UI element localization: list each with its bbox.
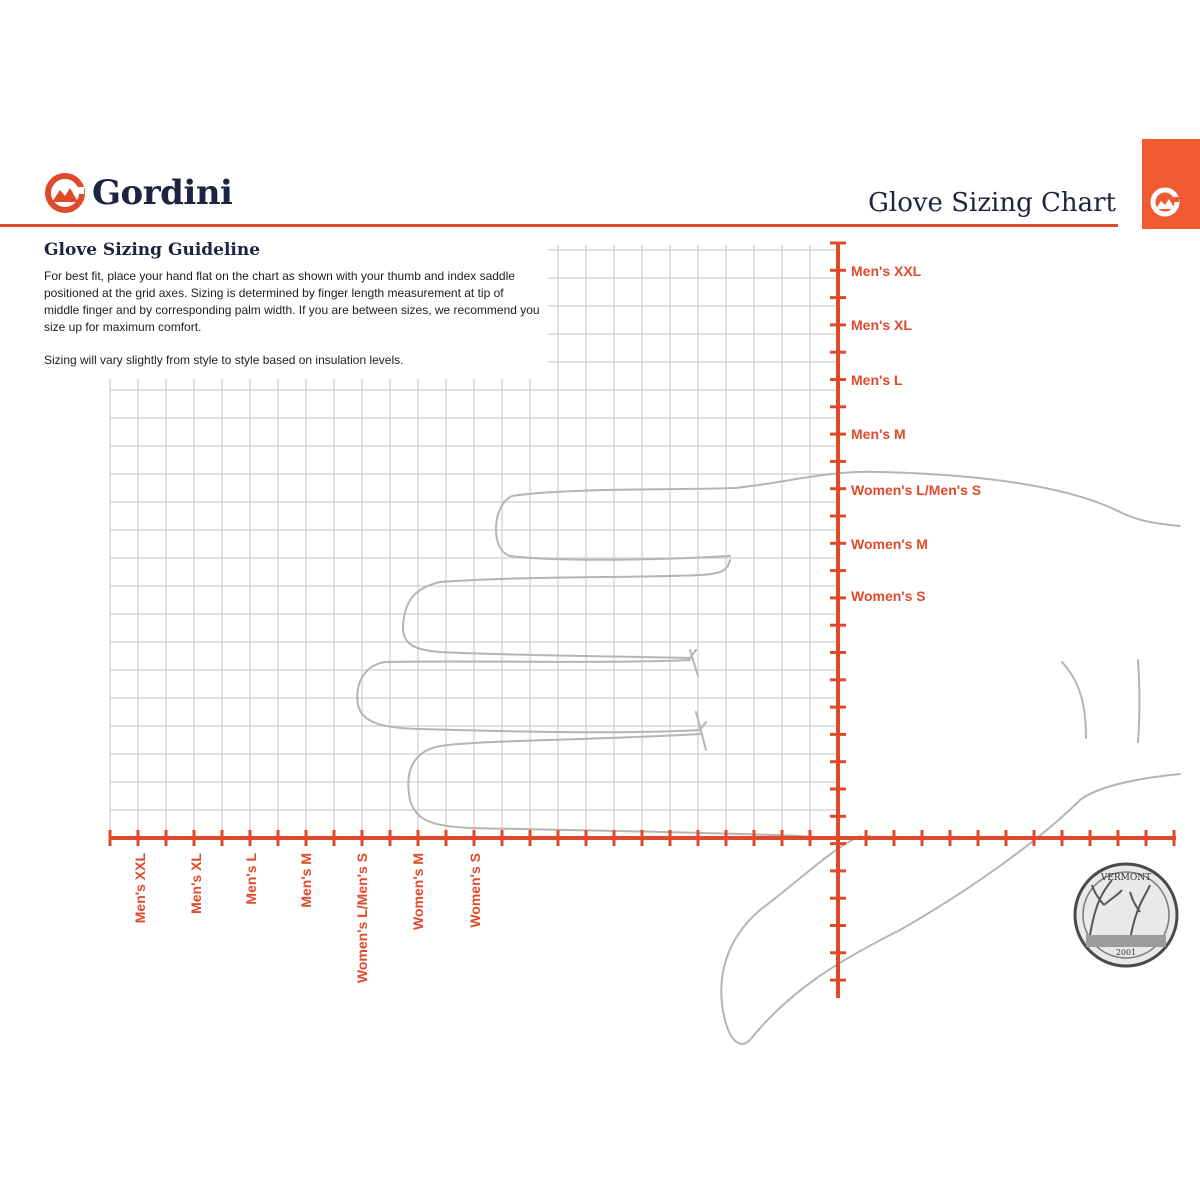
page-title: Glove Sizing Chart [868, 188, 1116, 218]
vertical-axis-label: Women's S [851, 588, 926, 604]
vertical-axis-label: Women's L/Men's S [851, 482, 982, 498]
guideline-note: Sizing will vary slightly from style to style based on insulation levels. [44, 353, 404, 367]
horizontal-axis-label: Women's S [467, 853, 483, 928]
horizontal-axis-label: Men's L [243, 853, 259, 905]
vertical-axis-label: Men's XXL [851, 263, 922, 279]
gordini-logo-icon [44, 172, 86, 214]
guideline-panel [36, 236, 548, 379]
horizontal-axis-labels [132, 853, 483, 984]
guideline-body: For best fit, place your hand flat on the chart as shown with your thumb and index saddle positioned at the grid axes. Sizing is determined by finger length measurement at tip of middle finger and by corresponding palm width. If you are between sizes, we recommend you size up for maximum comfort. [44, 269, 540, 334]
finger-outline-little-a [357, 660, 706, 732]
vertical-axis-label: Men's L [851, 372, 903, 388]
guideline-title: Glove Sizing Guideline [44, 240, 261, 260]
wrist-line-a [1062, 662, 1086, 738]
header-divider [0, 224, 1118, 227]
quarter-coin [1075, 864, 1177, 966]
horizontal-axis-label: Women's L/Men's S [354, 853, 370, 984]
finger-outline-ring [403, 560, 730, 658]
finger-outline-little-b [408, 734, 870, 838]
corner-tab [1142, 139, 1200, 229]
horizontal-axis-label: Men's M [298, 853, 314, 908]
coin-year: 2001 [1115, 948, 1137, 957]
brand-name: Gordini [92, 173, 233, 213]
vertical-axis-label: Men's M [851, 426, 906, 442]
vertical-axis-label: Women's M [851, 536, 928, 552]
brand-logo [44, 168, 232, 218]
wrist-line-b [1138, 660, 1140, 742]
horizontal-axis-label: Men's XXL [132, 853, 148, 924]
coin-top-text: VERMONT [1100, 873, 1152, 883]
vertical-axis-labels [851, 263, 981, 604]
gordini-mark-icon [1148, 185, 1182, 219]
horizontal-axis-label: Men's XL [188, 853, 204, 914]
vertical-axis-label: Men's XL [851, 317, 912, 333]
horizontal-axis-label: Women's M [410, 853, 426, 930]
